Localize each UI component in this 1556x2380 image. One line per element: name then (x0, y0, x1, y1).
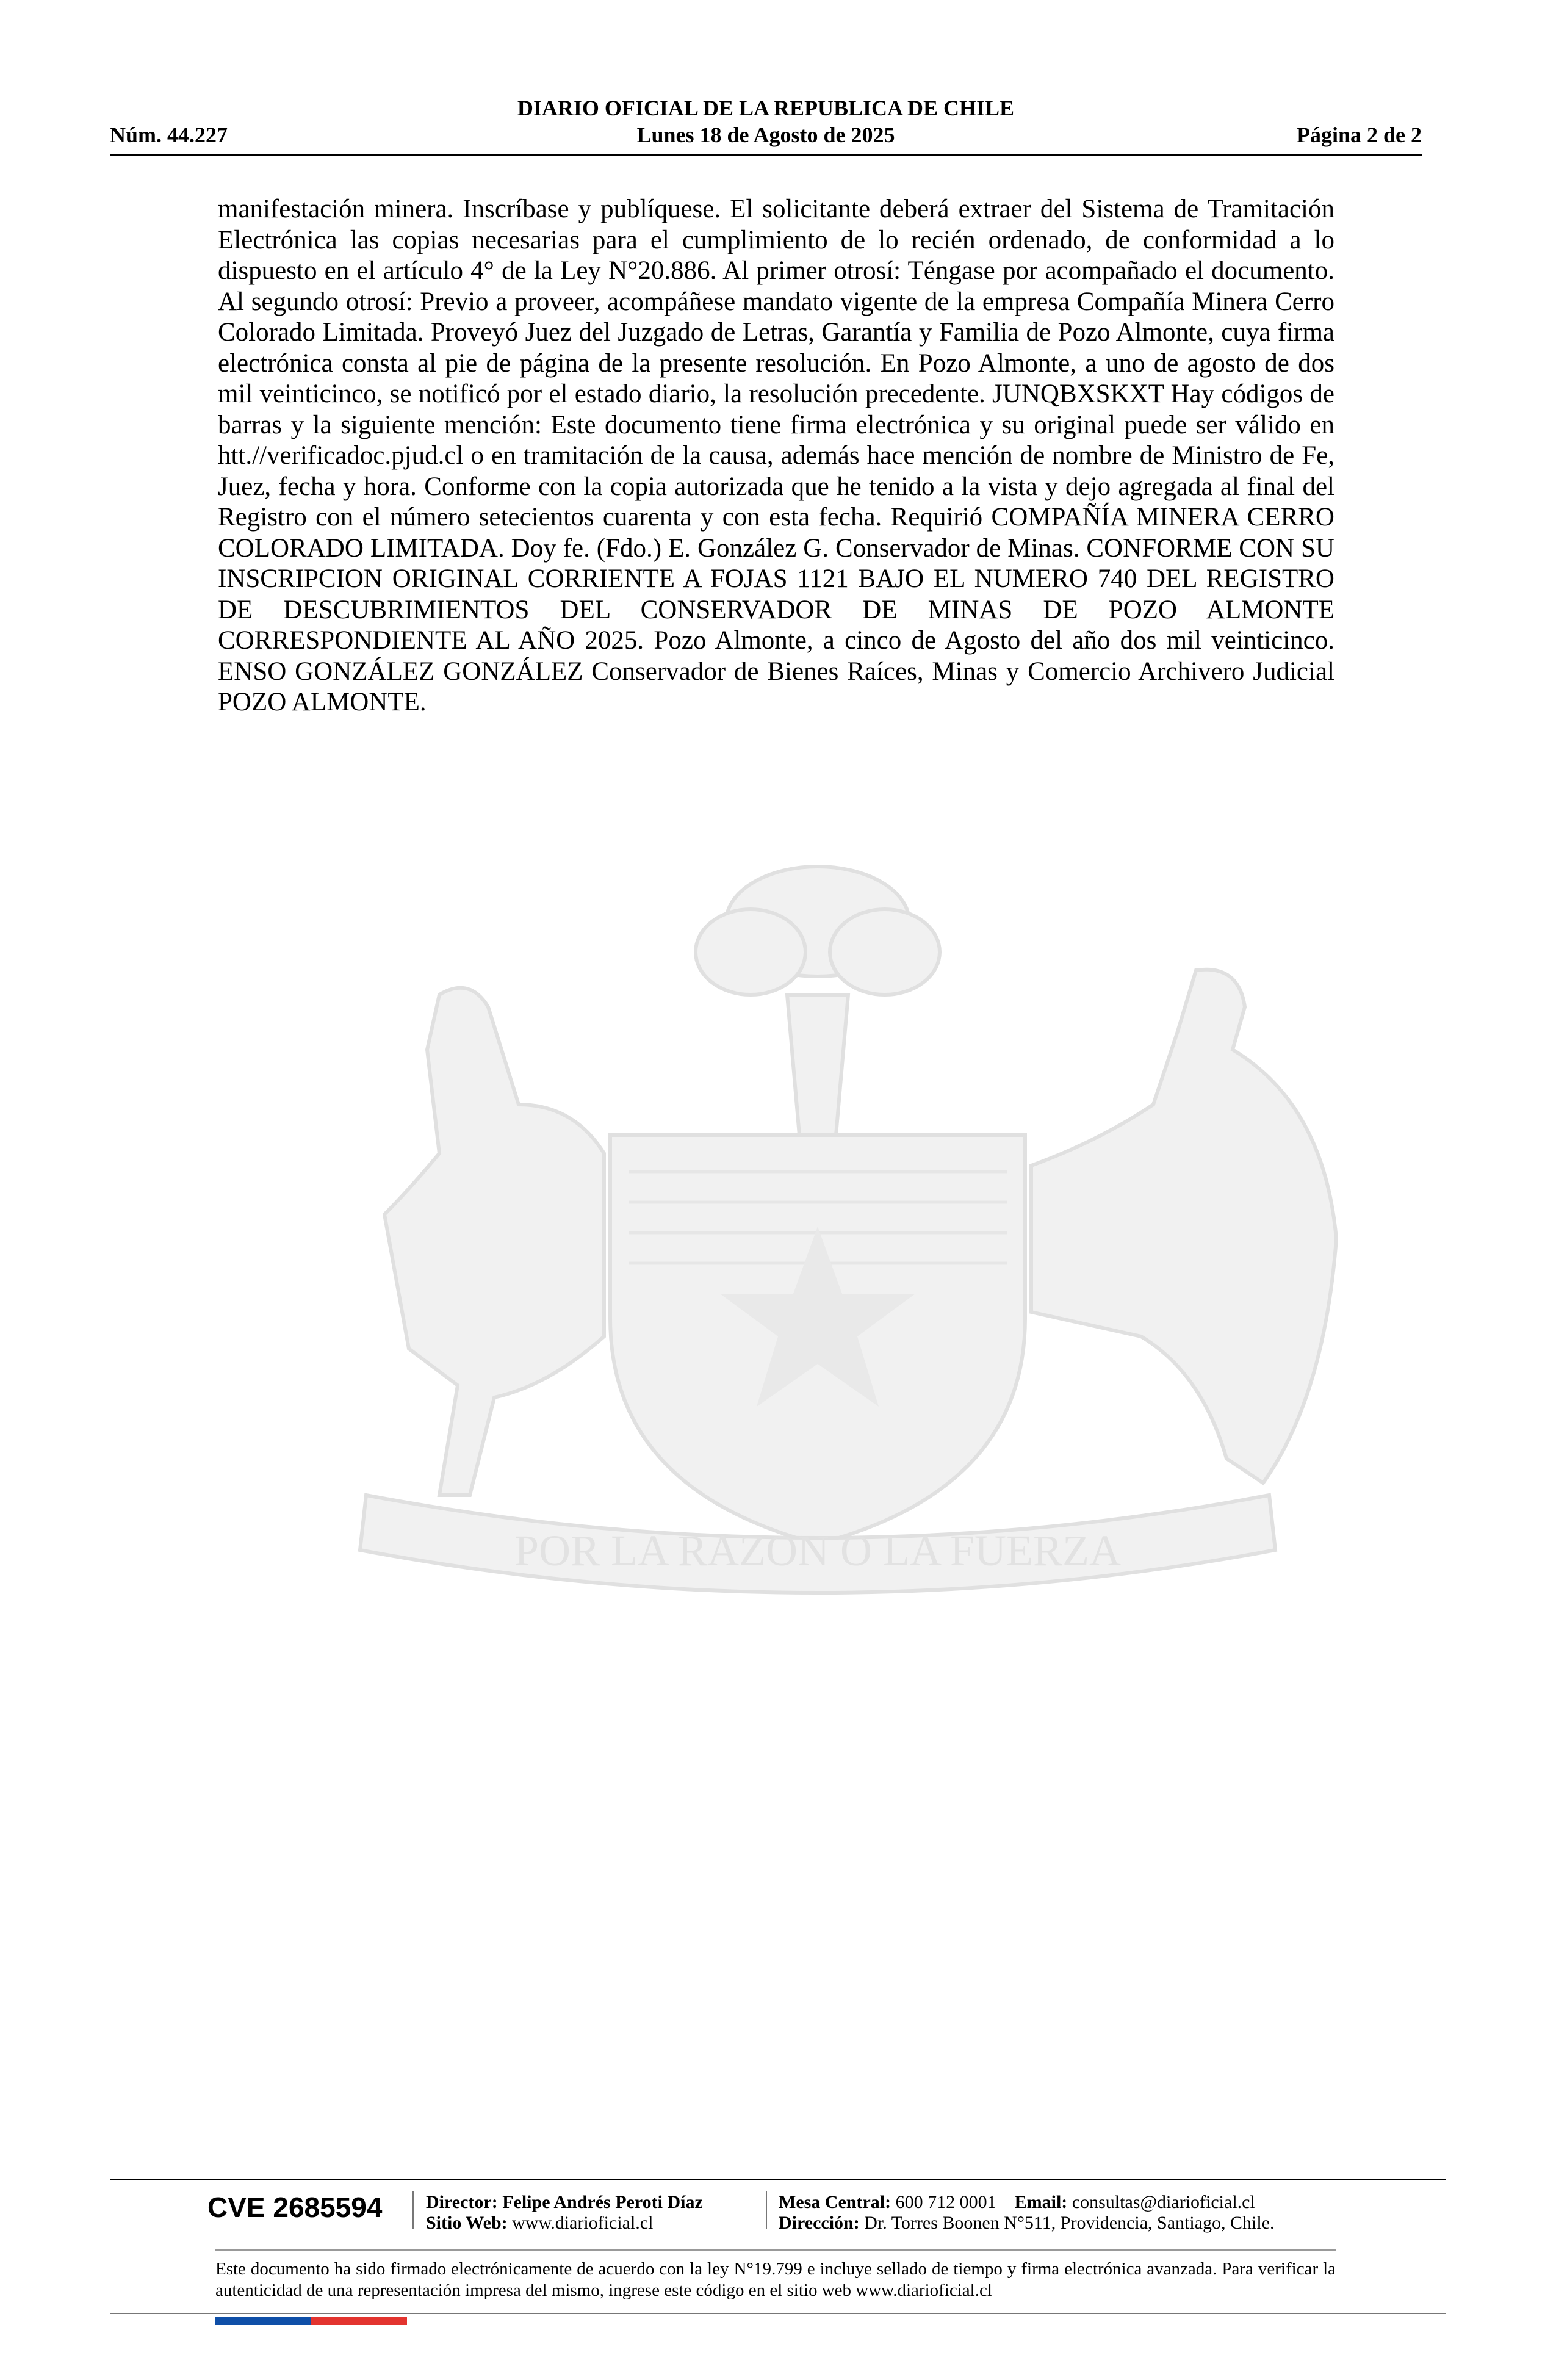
flag-stripe-blue (215, 2317, 311, 2325)
website-link[interactable]: www.diarioficial.cl (512, 2213, 654, 2233)
footer-top-divider (110, 2179, 1446, 2180)
footer-contact-block (779, 2192, 1275, 2234)
newspaper-title: DIARIO OFICIAL DE LA REPUBLICA DE CHILE (517, 96, 1015, 120)
footer-separator (412, 2191, 414, 2229)
director-label: Director: (426, 2192, 498, 2212)
cve-code: CVE 2685594 (207, 2191, 383, 2223)
coat-of-arms-watermark-icon (287, 848, 1349, 1660)
header-divider (110, 154, 1422, 156)
mesa-label: Mesa Central: (779, 2192, 891, 2212)
footer-separator (766, 2191, 767, 2229)
page-header (110, 95, 1422, 156)
page-number: Página 2 de 2 (1296, 123, 1422, 147)
signature-notice: Este documento ha sido firmado electrónicamente de acuerdo con la ley N°19.799 e incluye sellado de tiempo y firma electrónica avanzada. Para verificar la autenticidad de una representación impresa del mismo, ingrese este código en el sitio web www.diarioficial.cl (215, 2259, 1336, 2300)
motto-text: POR LA RAZON O LA FUERZA (514, 1526, 1122, 1575)
address-value: Dr. Torres Boonen N°511, Providencia, Santiago, Chile. (864, 2213, 1275, 2233)
website-label: Sitio Web: (426, 2213, 508, 2233)
mesa-phone: 600 712 0001 (895, 2192, 996, 2212)
issue-number: Núm. 44.227 (110, 123, 228, 147)
flag-stripe-red (311, 2317, 407, 2325)
director-name: Felipe Andrés Peroti Díaz (502, 2192, 703, 2212)
email-link[interactable]: consultas@diarioficial.cl (1072, 2192, 1255, 2212)
email-label: Email: (1014, 2192, 1068, 2212)
issue-date: Lunes 18 de Agosto de 2025 (636, 123, 895, 147)
body-paragraph: manifestación minera. Inscríbase y publíquese. El solicitante deberá extraer del Sistema de Tramitación Electrónica las copias necesarias para el cumplimiento de lo recién ordenado, de conformidad a lo dispuesto en el artículo 4° de la Ley N°20.886. Al primer otrosí: Téngase por acompañado el documento. Al segundo otrosí: Previo a proveer, acompáñese mandato vigente de la empresa Compañía Minera Cerro Colorado Limitada. Proveyó Juez del Juzgado de Letras, Garantía y Familia de Pozo Almonte, cuya firma electrónica consta al pie de página de la presente resolución. En Pozo Almonte, a uno de agosto de dos mil veinticinco, se notificó por el estado diario, la resolución precedente. JUNQBXSKXT Hay códigos de barras y la siguiente mención: Este documento tiene firma electrónica y su original puede ser válido en htt.//verificadoc.pjud.cl o en tramitación de la causa, además hace mención de nombre de Ministro de Fe, Juez, fecha y hora. Conforme con la copia autorizada que he tenido a la vista y dejo agregada al final del Registro con el número setecientos cuarenta y con esta fecha. Requirió COMPAÑÍA MINERA CERRO COLORADO LIMITADA. Doy fe. (Fdo.) E. González G. Conservador de Minas. CONFORME CON SU INSCRIPCION ORIGINAL CORRIENTE A FOJAS 1121 BAJO EL NUMERO 740 DEL REGISTRO DE DESCUBRIMIENTOS DEL CONSERVADOR DE MINAS DE POZO ALMONTE CORRESPONDIENTE AL AÑO 2025. Pozo Almonte, a cinco de Agosto del año dos mil veinticinco. ENSO GONZÁLEZ GONZÁLEZ Conservador de Bienes Raíces, Minas y Comercio Archivero Judicial POZO ALMONTE. (218, 195, 1334, 716)
footer-mid-divider (215, 2249, 1336, 2251)
footer-bottom-divider (110, 2313, 1446, 2314)
footer-director-block (426, 2192, 703, 2234)
address-label: Dirección: (779, 2213, 860, 2233)
